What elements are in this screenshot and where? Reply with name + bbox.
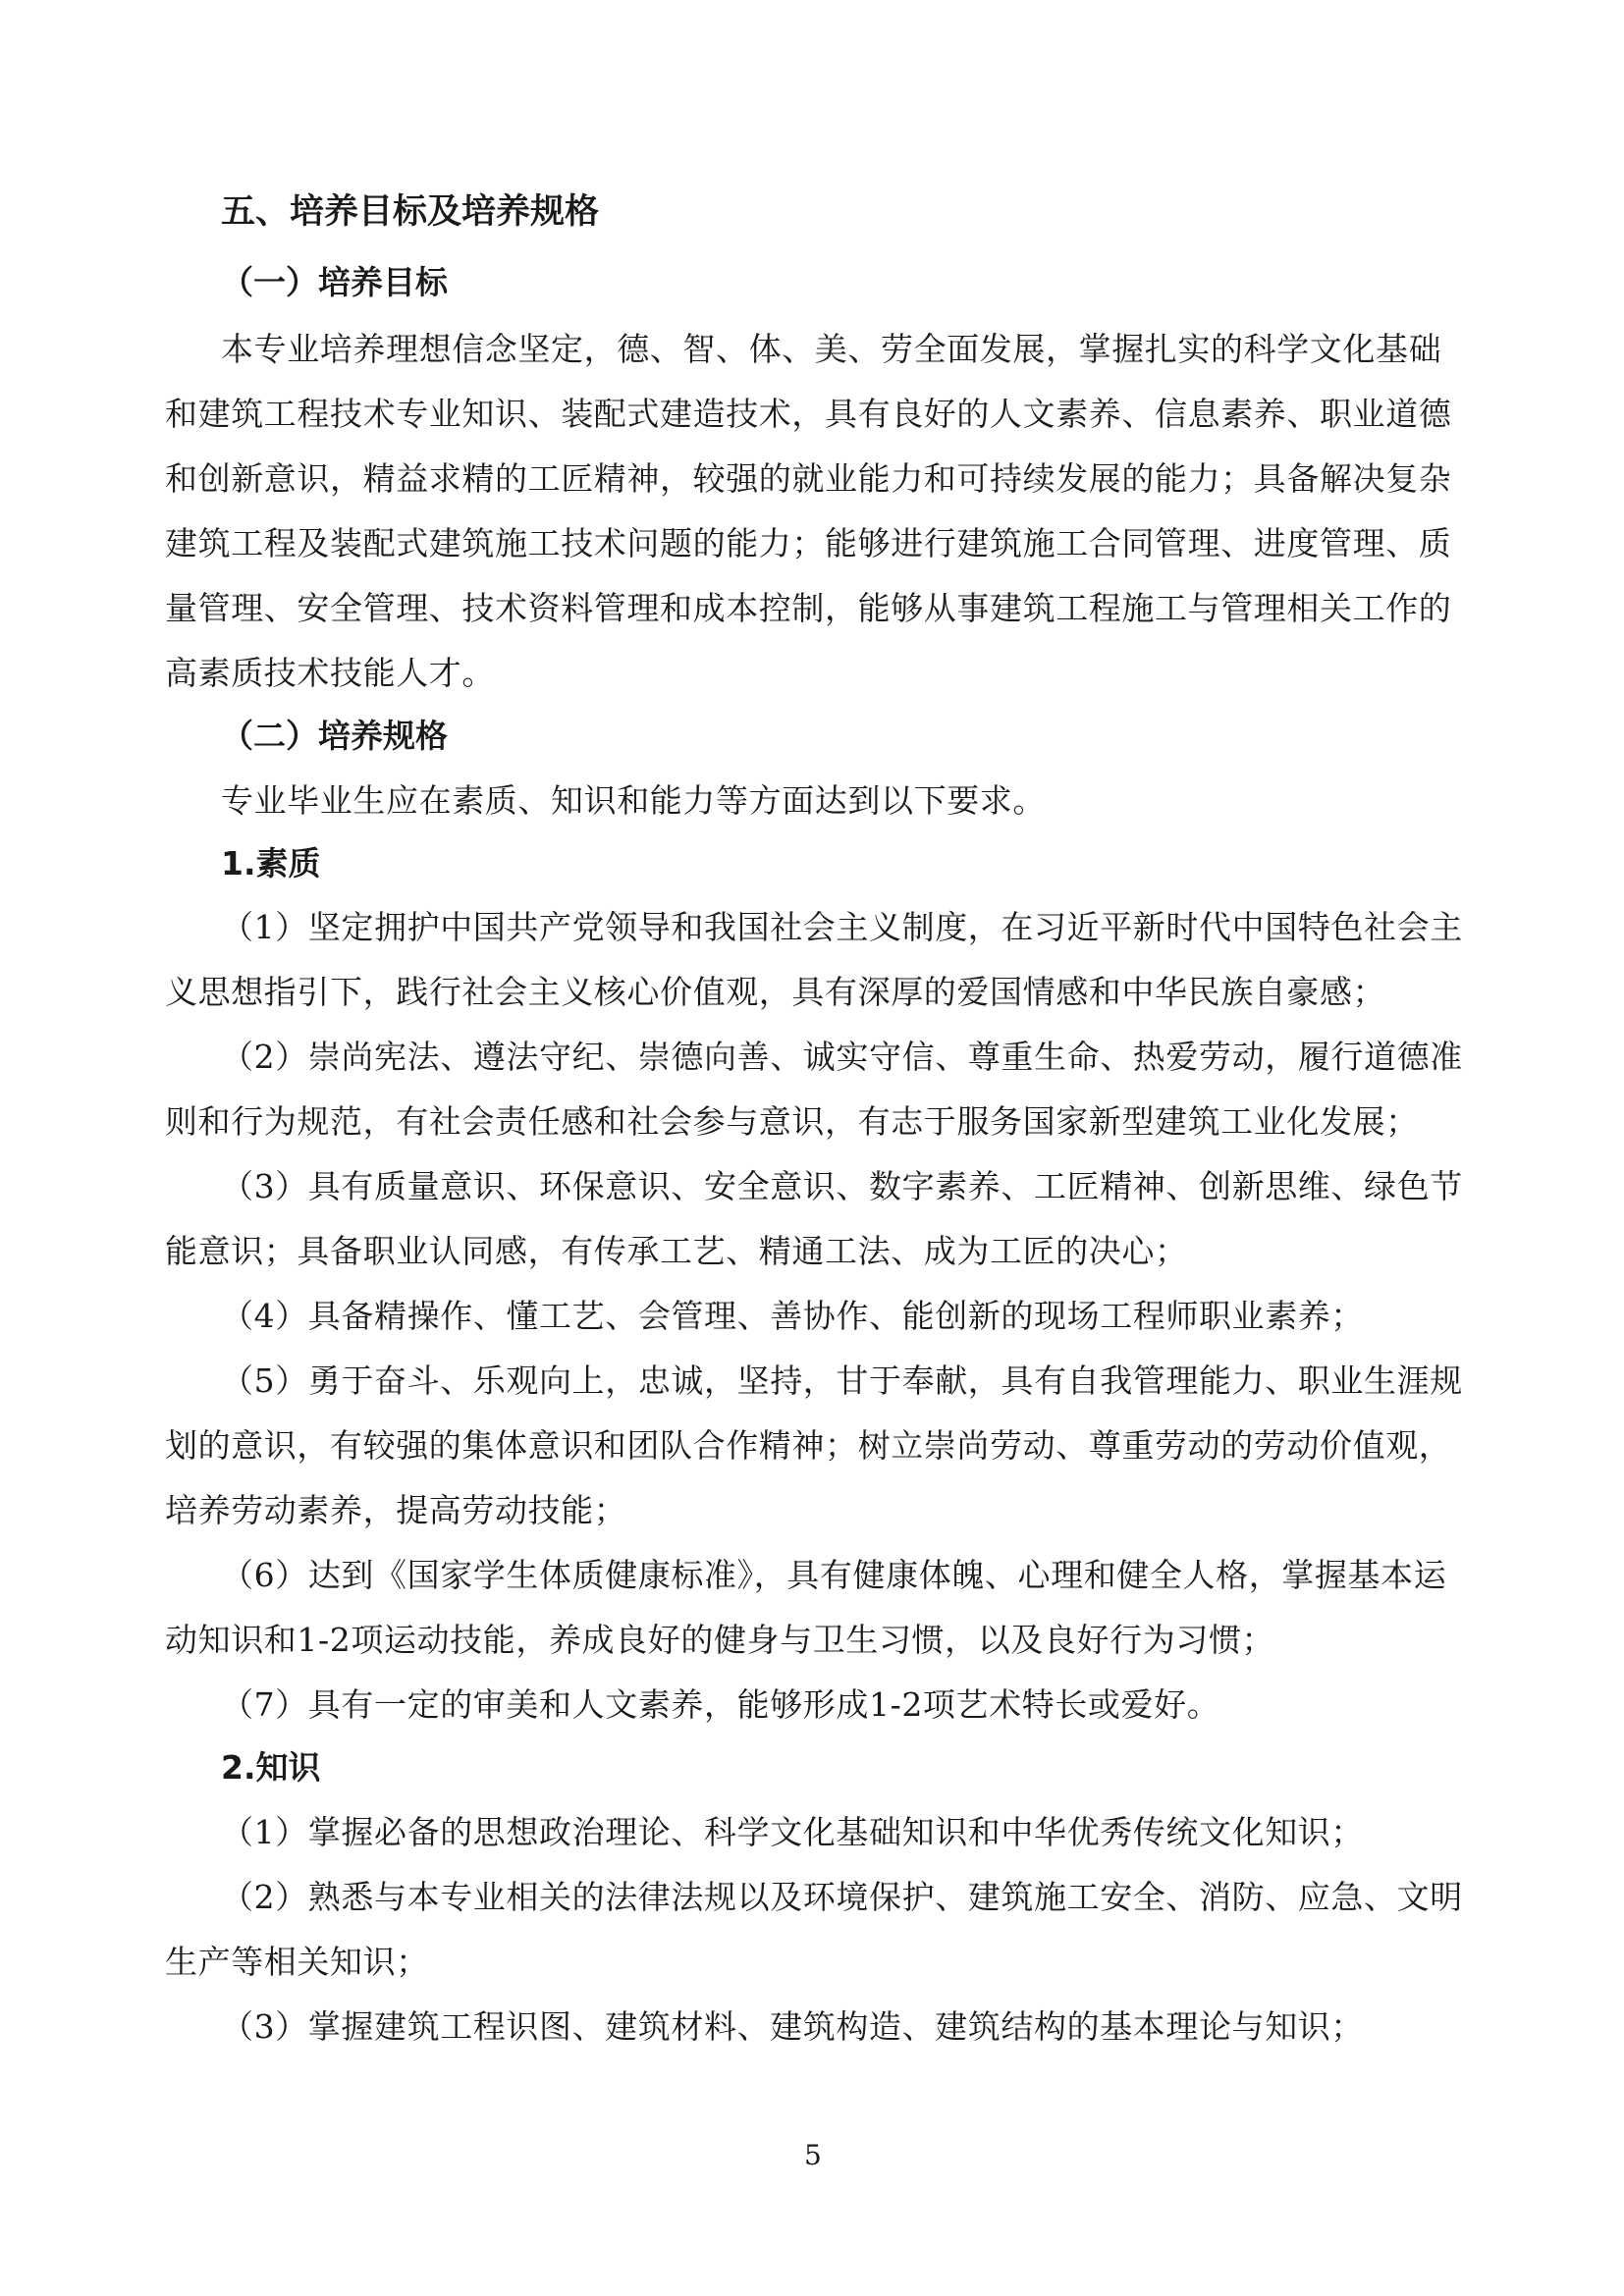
- goals-paragraph-line: 和建筑工程技术专业知识、装配式建造技术，具有良好的人文素养、信息素养、职业道德: [165, 395, 1452, 433]
- knowledge-item-line: （1）掌握必备的思想政治理论、科学文化基础知识和中华优秀传统文化知识；: [221, 1813, 1364, 1851]
- quality-item-line: （2）崇尚宪法、遵法守纪、崇德向善、诚实守信、尊重生命、热爱劳动，履行道德准: [221, 1038, 1463, 1076]
- quality-item-line: （4）具备精操作、懂工艺、会管理、善协作、能创新的现场工程师职业素养；: [221, 1297, 1364, 1335]
- goals-paragraph-line: 建筑工程及装配式建筑施工技术问题的能力；能够进行建筑施工合同管理、进度管理、质: [165, 524, 1452, 562]
- quality-item-line: 义思想指引下，践行社会主义核心价值观，具有深厚的爱国情感和中华民族自豪感；: [165, 973, 1386, 1011]
- goals-paragraph-line: 本专业培养理想信念坚定，德、智、体、美、劳全面发展，掌握扎实的科学文化基础: [221, 330, 1442, 368]
- quality-item-line: （7）具有一定的审美和人文素养，能够形成1-2项艺术特长或爱好。: [221, 1685, 1220, 1724]
- subsection-heading-specs: （二）培养规格: [221, 717, 448, 755]
- quality-item-line: 划的意识，有较强的集体意识和团队合作精神；树立崇尚劳动、尊重劳动的劳动价值观，: [165, 1426, 1452, 1465]
- quality-item-line: （1）坚定拥护中国共产党领导和我国社会主义制度，在习近平新时代中国特色社会主: [221, 908, 1463, 946]
- quality-item-line: （5）勇于奋斗、乐观向上，忠诚，坚持，甘于奉献，具有自我管理能力、职业生涯规: [221, 1362, 1463, 1400]
- page-number: 5: [804, 2139, 822, 2171]
- group-heading-quality: 1.素质: [221, 844, 321, 882]
- knowledge-item-line: （3）掌握建筑工程识图、建筑材料、建筑构造、建筑结构的基本理论与知识；: [221, 2007, 1364, 2046]
- quality-item-line: （6）达到《国家学生体质健康标准》，具有健康体魄、心理和健全人格，掌握基本运: [221, 1556, 1447, 1594]
- section-heading: 五、培养目标及培养规格: [221, 192, 600, 232]
- specs-intro: 专业毕业生应在素质、知识和能力等方面达到以下要求。: [221, 781, 1046, 820]
- quality-item-line: （3）具有质量意识、环保意识、安全意识、数字素养、工匠精神、创新思维、绿色节: [221, 1167, 1463, 1205]
- goals-paragraph-line: 高素质技术技能人才。: [165, 654, 495, 692]
- quality-item-line: 培养劳动素养，提高劳动技能；: [165, 1491, 627, 1529]
- knowledge-item-line: （2）熟悉与本专业相关的法律法规以及环境保护、建筑施工安全、消防、应急、文明: [221, 1878, 1463, 1916]
- quality-item-line: 动知识和1-2项运动技能，养成良好的健身与卫生习惯，以及良好行为习惯；: [165, 1621, 1275, 1659]
- goals-paragraph-line: 量管理、安全管理、技术资料管理和成本控制，能够从事建筑工程施工与管理相关工作的: [165, 589, 1452, 627]
- quality-item-line: 能意识；具备职业认同感，有传承工艺、精通工法、成为工匠的决心；: [165, 1232, 1188, 1270]
- group-heading-knowledge: 2.知识: [221, 1748, 321, 1787]
- knowledge-item-line: 生产等相关知识；: [165, 1943, 429, 1981]
- subsection-heading-goals: （一）培养目标: [221, 263, 448, 301]
- quality-item-line: 则和行为规范，有社会责任感和社会参与意识，有志于服务国家新型建筑工业化发展；: [165, 1102, 1419, 1141]
- goals-paragraph-line: 和创新意识，精益求精的工匠精神，较强的就业能力和可持续发展的能力；具备解决复杂: [165, 459, 1452, 498]
